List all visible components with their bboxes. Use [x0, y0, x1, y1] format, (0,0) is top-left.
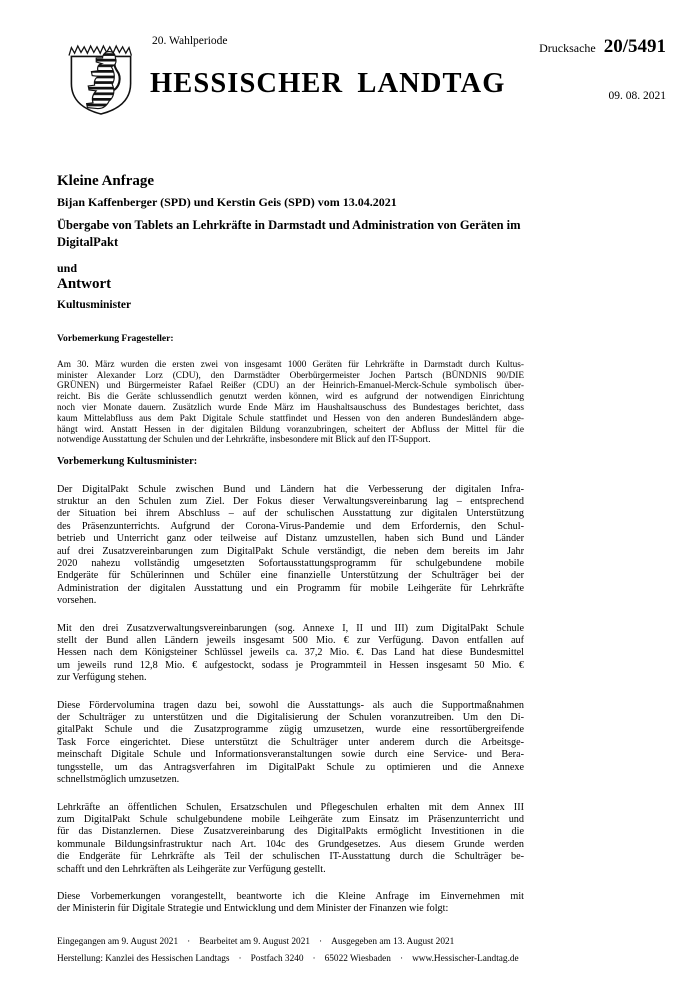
respondent-label: Kultusminister	[57, 299, 132, 311]
drucksache-block	[539, 36, 666, 58]
text-line: vorsehen.	[57, 595, 97, 607]
text-line: schafft und den Lehrkräften als Leihgeräte zur Verfügung gestellt.	[57, 863, 326, 875]
page-footer	[57, 937, 657, 965]
text-line: GRÜNEN) und Bürgermeister Rafael Reißer (CDU) an der Heinrich-Emanuel-Merck-Schule symbolisch über-	[57, 381, 524, 392]
paragraph	[57, 484, 524, 608]
text-line: schnellstmöglich umzusetzen.	[57, 774, 180, 786]
text-line: Mit den drei Zusatzverwaltungsvereinbarungen (sog. Annexe I, II und III) zum DigitalPakt Schule	[57, 622, 524, 634]
paragraph	[57, 700, 524, 787]
footer-text-segment: Postfach 3240	[250, 954, 304, 964]
footer-dates-line	[57, 937, 657, 948]
document-type-heading: Kleine Anfrage	[57, 173, 155, 189]
connector-label: und	[57, 261, 78, 275]
body-section	[57, 334, 524, 446]
paragraph	[57, 891, 524, 916]
text-line: zur Verfügung stehen.	[57, 672, 147, 684]
subject-block	[57, 217, 524, 251]
footer-separator: ·	[238, 954, 242, 964]
text-line: noch vier Monate dauern. Zusätzlich wurde Ende März im Haushaltsauschuss des Bundestages berichtet, dass	[57, 402, 524, 413]
subject-line: DigitalPakt	[57, 235, 119, 249]
wahlperiode-label: 20. Wahlperiode	[152, 35, 228, 47]
text-line: tungsstelle, um das Antragsverfahren im DigitalPakt Schule zu optimieren und die Annexe	[57, 761, 524, 773]
text-line: gitalPakt Schule und die Zusatzprogramme zügig umzusetzen, wurde eine ressortübergreifende	[57, 724, 524, 736]
response-type-heading: Antwort	[57, 276, 112, 292]
institution-title: HESSISCHER LANDTAG	[150, 68, 506, 99]
hessen-coat-of-arms-icon	[60, 42, 142, 118]
authors-line: Bijan Kaffenberger (SPD) und Kerstin Geis (SPD) vom 13.04.2021	[57, 195, 397, 209]
footer-separator: ·	[319, 937, 323, 947]
body-section	[57, 456, 524, 916]
document-date: 09. 08. 2021	[608, 90, 666, 102]
text-line: kaum Mittelabfluss aus dem Pakt Digitale Schule stattfindet und Hessen von den anderen Bundesländern abge-	[57, 413, 524, 424]
footer-text-segment: Eingegangen am 9. August 2021	[57, 937, 179, 947]
section-heading: Vorbemerkung Fragesteller:	[57, 333, 174, 344]
footer-production-line	[57, 954, 657, 965]
text-line: minister Alexander Lorz (CDU), den Darmstädter Oberbürgermeister Jochen Partsch (BÜNDNIS 90/DIE	[57, 370, 524, 381]
text-line: die Endgeräte für Lehrkräfte als Teil der schulischen IT-Ausstattung durch die Schulträger be-	[57, 851, 524, 863]
text-line: struktur an den Schulen zum Ziel. Der Fokus dieser Verwaltungsvereinbarung lag – entsprechend	[57, 495, 524, 507]
crown-shape	[69, 46, 131, 56]
paragraph	[57, 360, 524, 446]
document-body	[57, 334, 524, 916]
text-line: Am 30. März wurden die ersten zwei von insgesamt 1000 Geräten für Lehrkräfte in Darmstadt durch Kultus-	[57, 359, 524, 370]
paragraph	[57, 623, 524, 685]
text-line: der Situation bei ihrem Abschluss – auf der schulischen Ausstattung zur digitalen Unterstützung	[57, 508, 524, 520]
text-line: betrieb und Unterricht ganz oder teilweise auf Distanz umzustellen, haben sich Bund und Länder	[57, 533, 524, 545]
text-line: Diese Fördervolumina tragen dazu bei, sowohl die Ausstattungs- als auch die Supportmaßnahmen	[57, 699, 524, 711]
text-line: Endgeräte für Schülerinnen und Schüler eine finanzielle Unterstützung der Schulträger bei der	[57, 570, 524, 582]
text-line: der Ministerin für Digitale Strategie und Entwicklung und dem Minister der Finanzen wie folgt:	[57, 903, 449, 915]
text-line: stellt der Bund allen Ländern jeweils insgesamt 500 Mio. € zur Verfügung. Davon entfallen auf	[57, 635, 524, 647]
text-line: um jeweils rund 12,8 Mio. € aufgestockt, sodass je Programmteil in Hessen insgesamt 50 Mio. €	[57, 659, 524, 671]
section-heading: Vorbemerkung Kultusminister:	[57, 456, 198, 468]
footer-text-segment: Herstellung: Kanzlei des Hessischen Landtags	[57, 954, 230, 964]
text-line: Der DigitalPakt Schule zwischen Bund und Ländern hat die Verbesserung der digitalen Infra-	[57, 483, 524, 495]
footer-separator: ·	[187, 937, 191, 947]
text-line: notwendige Ausstattung der Schulen und der Lehrkräfte, insbesondere mit Blick auf den IT-Support.	[57, 435, 431, 446]
text-line: Task Force eingerichtet. Diese unterstützt die Schulträger unter anderem durch die Arbeitsge-	[57, 736, 524, 748]
text-line: Lehrkräfte an öffentlichen Schulen, Ersatzschulen und Pflegeschulen erhalten mit dem Annex III	[57, 801, 524, 813]
text-line: des Präsenzunterrichts. Aufgrund der Corona-Virus-Pandemie und dem Erfordernis, den Schul-	[57, 520, 524, 532]
footer-text-segment: Bearbeitet am 9. August 2021	[199, 937, 310, 947]
text-line: kommunale Bildungsinfrastruktur nach Art. 104c des Grundgesetzes. Aus diesem Grunde werden	[57, 838, 524, 850]
text-line: zum DigitalPakt Schule schulgebundene mobile Leihgeräte zum Einsatz im Präsenzunterricht und	[57, 813, 524, 825]
text-line: für das Distanzlernen. Diese Zusatzvereinbarung des DigitalPakts ermöglicht Investitionen in die	[57, 826, 524, 838]
text-line: meinschaft Digitale Schule und Informationsveranstaltungen sowie durch eine Service- und Bera-	[57, 749, 524, 761]
paragraph	[57, 802, 524, 876]
text-line: auf drei Zusatzvereinbarungen zum DigitalPakt Schule verständigt, die neben dem bereits im Jahr	[57, 545, 524, 557]
content-column	[57, 172, 524, 916]
drucksache-number: 20/5491	[603, 36, 666, 57]
footer-separator: ·	[399, 954, 404, 964]
text-line: hängt wird. Anstatt Hessen in der digitalen Bildung voranzubringen, scheitert der Abfluss der Mittel für die	[57, 424, 524, 435]
drucksache-label: Drucksache	[539, 41, 596, 55]
text-line: 2020 nahezu vollständig umgesetzten Sofortausstattungsprogramm für schulgebundene mobile	[57, 558, 524, 570]
text-line: Hessen nach dem Königsteiner Schlüssel jeweils ca. 37,2 Mio. €. Das Land hat diese Bundesmittel	[57, 647, 524, 659]
footer-text-segment: 65022 Wiesbaden	[324, 954, 391, 964]
text-line: Administration der digitalen Ausstattung und ein Programm für mobile Leihgeräte für Lehrkräfte	[57, 582, 524, 594]
text-line: reicht. Bis die Geräte schlussendlich genutzt werden können, wird es aufgrund der notwendigen Einrichtung	[57, 392, 524, 403]
footer-text-segment: www.Hessischer-Landtag.de	[412, 954, 519, 964]
footer-separator: ·	[312, 954, 316, 964]
text-line: Diese Vorbemerkungen vorangestellt, beantworte ich die Kleine Anfrage im Einvernehmen mit	[57, 890, 524, 902]
footer-text-segment: Ausgegeben am 13. August 2021	[331, 937, 455, 947]
text-line: der Schulträger zu unterstützen und die Digitalisierung der Schulen voranzutreiben. Um den Di-	[57, 712, 524, 724]
subject-line: Übergabe von Tablets an Lehrkräfte in Darmstadt und Administration von Geräten im	[57, 218, 521, 232]
